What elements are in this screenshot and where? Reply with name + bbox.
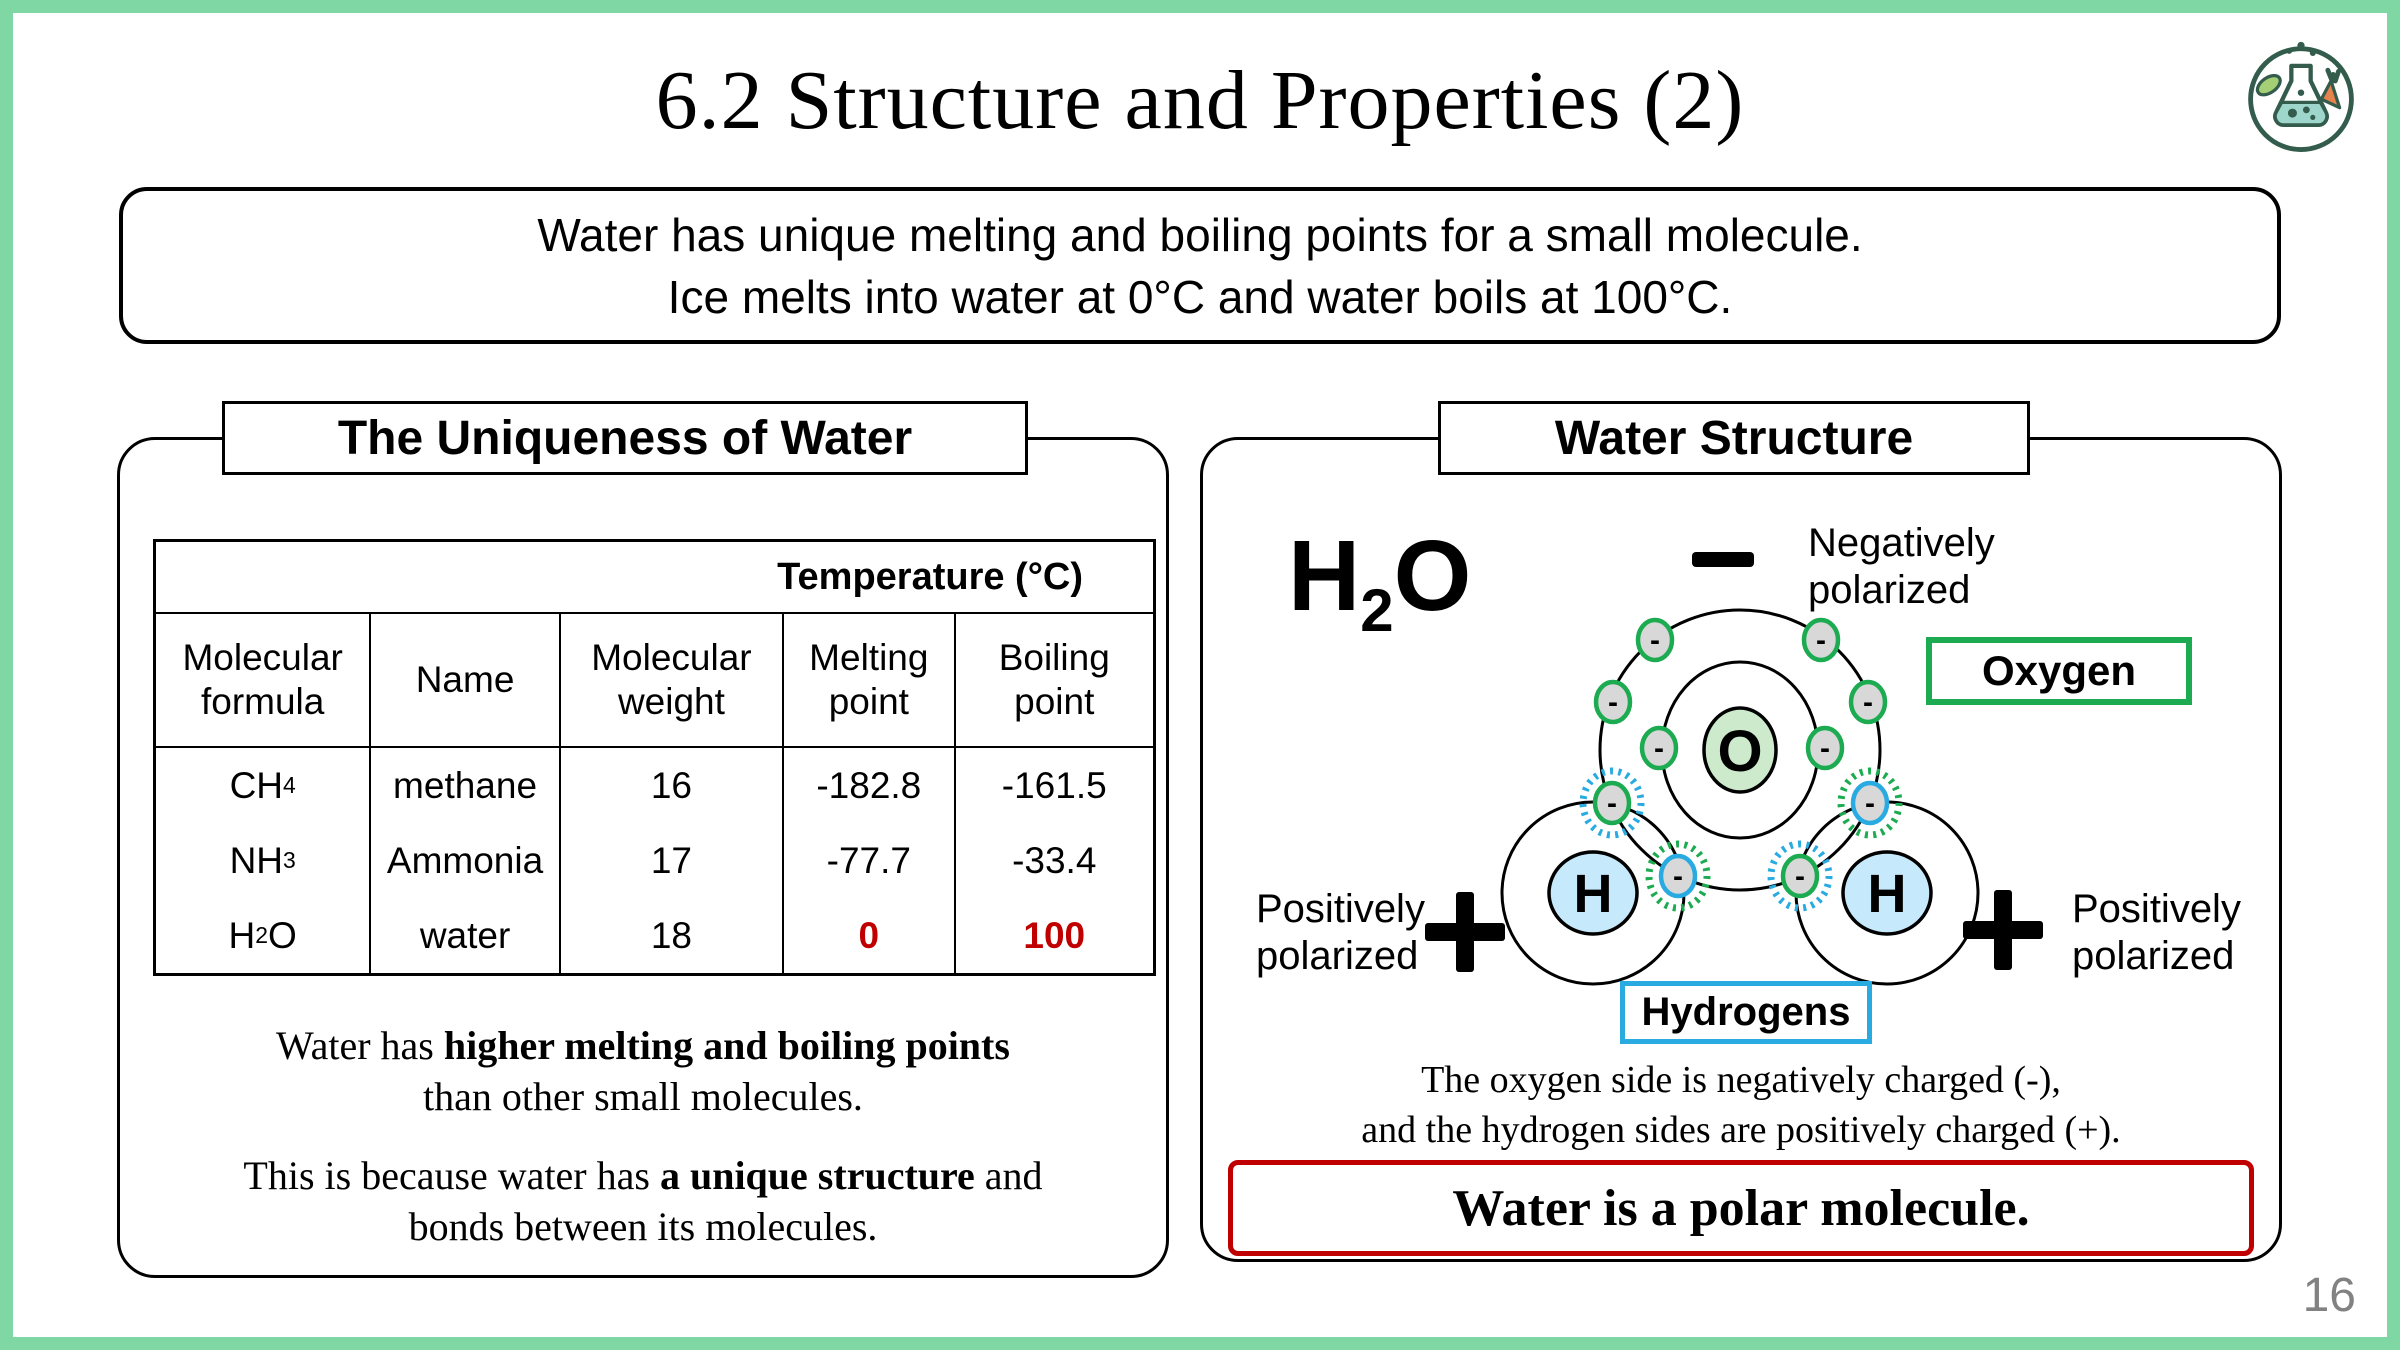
plus-icon [1963,890,2043,970]
uniqueness-paragraph-2: This is because water has a unique structure and bonds between its molecules. [243,1153,1043,1249]
cell-boiling: -161.5 [954,748,1153,823]
intro-line1: Water has unique melting and boiling points for a small molecule. [537,208,1863,261]
charge-caption-line1: The oxygen side is negatively charged (-), [1421,1059,2061,1101]
electron [1638,620,1672,660]
electron [1808,728,1842,768]
hydrogens-label: Hydrogens [1620,981,1872,1044]
column-header-name: Name [369,614,558,746]
cell-formula: H 2 O [228,914,297,956]
electron [1851,682,1885,722]
oxygen-atom-label: O [1717,719,1763,784]
science-flask-logo-icon [2242,36,2360,158]
hydrogen-atom-label: H [1867,864,1907,924]
cell-name: methane [369,748,558,823]
svg-text:-: - [1607,787,1617,820]
table-header-row [156,614,1153,748]
table-temperature-header: Temperature (°C) [156,542,1153,614]
electron [1642,728,1676,768]
bond-electron [1595,783,1629,823]
page-number: 16 [2302,1269,2356,1322]
bond-electron [1661,856,1695,896]
cell-formula: NH 3 [229,839,296,881]
charge-caption-line2: and the hydrogen sides are positively charged (+). [1361,1109,2121,1151]
oxygen-label: Oxygen [1926,637,2192,705]
cell-name: water [369,898,558,973]
cell-formula: CH 4 [229,764,296,806]
cell-melting-highlight: 0 [782,898,953,973]
intro-box [119,187,2281,344]
column-header-weight: Molecular weight [559,614,782,746]
h2o-formula: $H_2O$ [1288,520,1472,644]
intro-line2: Ice melts into water at 0°C and water boils at 100°C. [667,270,1733,323]
svg-text:-: - [1863,686,1873,719]
uniqueness-paragraph-1: Water has higher melting and boiling points than other small molecules. [276,1023,1010,1119]
structure-panel-header: Water Structure [1438,401,2030,475]
bond-electron [1853,783,1887,823]
uniqueness-panel-header: The Uniqueness of Water [222,401,1028,475]
cell-weight: 18 [559,898,782,973]
cell-melting: -77.7 [782,823,953,898]
bond-electron [1783,856,1817,896]
svg-text:-: - [1650,624,1660,657]
svg-text:-: - [1820,732,1830,765]
cell-melting: -182.8 [782,748,953,823]
cell-weight: 17 [559,823,782,898]
svg-text:-: - [1654,732,1664,765]
electron [1596,682,1630,722]
plus-icon [1425,892,1505,972]
polar-molecule-text: Water is a polar molecule. [1452,1179,2030,1237]
electron [1804,620,1838,660]
column-header-formula: Molecular formula [182,637,343,722]
svg-text:-: - [1795,860,1805,893]
column-header-boiling: Boiling point [954,614,1153,746]
cell-name: Ammonia [369,823,558,898]
column-header-melting: Melting point [782,614,953,746]
page-title: 6.2 Structure and Properties (2) [655,54,1745,147]
svg-text:-: - [1673,860,1683,893]
positively-polarized-label-left: Positively polarized [1256,887,1425,978]
table-body [156,748,1153,973]
negatively-polarized-label: Negatively polarized [1808,521,1995,612]
positively-polarized-label-right: Positively polarized [2072,887,2241,978]
svg-text:-: - [1816,624,1826,657]
cell-boiling-highlight: 100 [954,898,1153,973]
cell-weight: 16 [559,748,782,823]
polar-molecule-box [1228,1160,2254,1256]
hydrogen-atom-label: H [1573,864,1613,924]
svg-text:-: - [1608,686,1618,719]
cell-boiling: -33.4 [954,823,1153,898]
svg-text:-: - [1865,787,1875,820]
melting-boiling-table [153,539,1156,976]
